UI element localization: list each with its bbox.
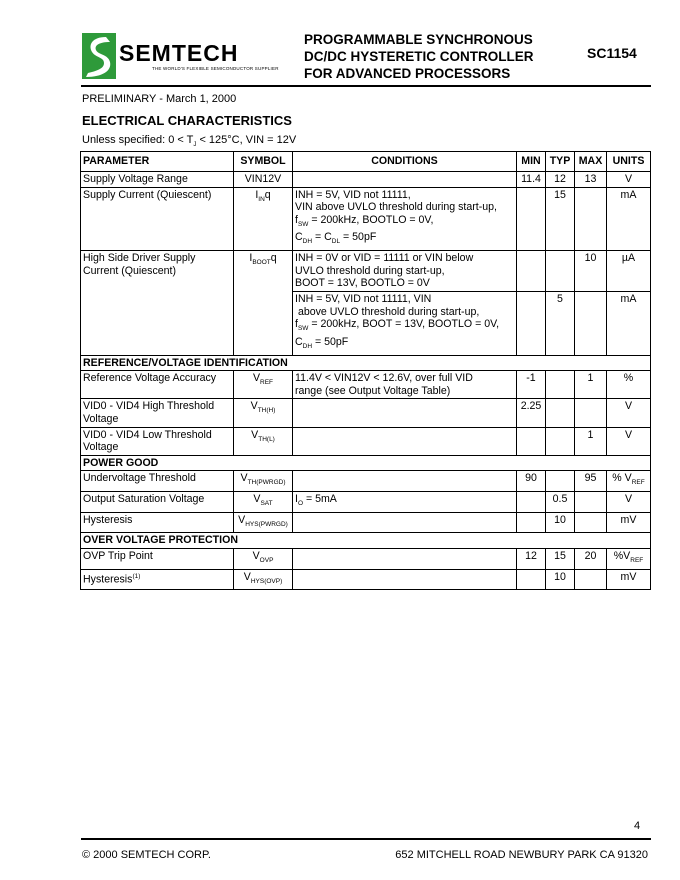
typ-cell: 0.5 — [546, 492, 575, 513]
conditions-cell — [293, 427, 517, 455]
conditions-cell — [293, 251, 517, 292]
page-number: 4 — [634, 820, 641, 832]
table-row — [81, 251, 651, 292]
sym-sub: BOOT — [252, 259, 271, 267]
sym: V — [240, 472, 248, 485]
footer-copyright: © 2000 SEMTECH CORP. — [82, 849, 211, 861]
min-cell: 90 — [517, 471, 546, 492]
typ-cell: 10 — [546, 512, 575, 533]
t: = 50pF — [312, 335, 349, 348]
cond-line — [295, 318, 514, 336]
test-conditions — [82, 134, 296, 148]
u: %V — [613, 550, 631, 563]
document-title — [304, 31, 534, 82]
group-row — [81, 533, 651, 549]
cond-line: INH = 5V, VID not 11111, VIN — [295, 292, 432, 305]
u: % V — [612, 472, 632, 485]
units-cell: mV — [607, 569, 651, 590]
conditions-cell — [293, 187, 517, 251]
table-row — [81, 512, 651, 533]
sym: V — [238, 513, 246, 526]
min-cell: 2.25 — [517, 399, 546, 427]
conditions-cell — [293, 399, 517, 427]
sym-tail: q — [264, 188, 271, 201]
units-cell: mV — [607, 512, 651, 533]
sym-sub: TH(PWRGD) — [247, 479, 286, 487]
conditions-cell — [293, 549, 517, 570]
typ-cell: 5 — [546, 291, 575, 355]
symbol-cell — [234, 251, 293, 355]
conditions-cell — [293, 492, 517, 513]
col-symbol: SYMBOL — [234, 152, 293, 172]
table-row — [81, 187, 651, 251]
units-cell: V — [607, 399, 651, 427]
sym-sub: HYS(PWRGD) — [245, 520, 288, 528]
sym-sub: REF — [260, 379, 274, 387]
max-cell: 95 — [575, 471, 607, 492]
table-row — [81, 492, 651, 513]
u-sub: REF — [631, 479, 645, 487]
min-cell — [517, 187, 546, 251]
sym-sub: IN — [258, 195, 265, 203]
title-line: DC/DC HYSTERETIC CONTROLLER — [304, 49, 534, 64]
max-cell — [575, 569, 607, 590]
max-cell: 20 — [575, 549, 607, 570]
min-cell — [517, 512, 546, 533]
electrical-characteristics-table — [80, 151, 651, 590]
t: C — [295, 231, 303, 244]
max-cell — [575, 512, 607, 533]
typ-cell — [546, 399, 575, 427]
cond-sub: J — [193, 142, 197, 149]
conditions-cell — [293, 512, 517, 533]
cond-line: INH = 5V, VID not 11111, — [295, 188, 411, 201]
t: C — [295, 335, 303, 348]
s: DL — [331, 238, 341, 246]
symbol-cell — [234, 569, 293, 590]
sym: I — [249, 252, 253, 265]
footer-divider — [81, 838, 651, 840]
cond-line: INH = 0V or VID = 11111 or VIN below — [295, 252, 474, 265]
units-cell: V — [607, 492, 651, 513]
units-cell — [607, 549, 651, 570]
units-cell: % — [607, 371, 651, 399]
param-cell: VID0 - VID4 High Threshold Voltage — [81, 399, 234, 427]
sym: V — [253, 493, 261, 506]
param-cell: Undervoltage Threshold — [81, 471, 234, 492]
group-reference-voltage: REFERENCE/VOLTAGE IDENTIFICATION — [81, 355, 651, 371]
group-power-good: POWER GOOD — [81, 455, 651, 471]
group-row — [81, 455, 651, 471]
sym: V — [250, 400, 258, 413]
cond-text: < 125°C, VIN = 12V — [196, 134, 297, 146]
col-conditions: CONDITIONS — [293, 152, 517, 172]
col-max: MAX — [575, 152, 607, 172]
symbol-cell — [234, 399, 293, 427]
conditions-cell — [293, 471, 517, 492]
max-cell — [575, 291, 607, 355]
min-cell — [517, 427, 546, 455]
min-cell: 12 — [517, 549, 546, 570]
col-typ: TYP — [546, 152, 575, 172]
cond-line — [295, 214, 514, 232]
table-row — [81, 569, 651, 590]
table-row — [81, 371, 651, 399]
max-cell — [575, 187, 607, 251]
t: f — [295, 213, 298, 226]
typ-cell — [546, 371, 575, 399]
table-row — [81, 399, 651, 427]
footer-address: 652 MITCHELL ROAD NEWBURY PARK CA 91320 — [395, 849, 648, 861]
t: = 5mA — [303, 493, 337, 506]
table-header-row — [81, 152, 651, 172]
col-units: UNITS — [607, 152, 651, 172]
u-sub: REF — [630, 557, 644, 565]
cond-line: range (see Output Voltage Table) — [295, 384, 451, 397]
typ-cell: 15 — [546, 187, 575, 251]
max-cell: 1 — [575, 427, 607, 455]
s: DH — [302, 238, 313, 246]
max-cell: 1 — [575, 371, 607, 399]
brand-wordmark: SEMTECH — [119, 40, 239, 66]
param-cell: Hysteresis — [81, 512, 234, 533]
symbol-cell — [234, 471, 293, 492]
symbol-cell — [234, 549, 293, 570]
preliminary-date: PRELIMINARY - March 1, 2000 — [82, 93, 237, 105]
table-row — [81, 172, 651, 188]
param-cell: Output Saturation Voltage — [81, 492, 234, 513]
sym: V — [243, 570, 251, 583]
sym-tail: q — [270, 252, 277, 265]
typ-cell — [546, 251, 575, 292]
min-cell — [517, 569, 546, 590]
units-cell: V — [607, 427, 651, 455]
group-row — [81, 355, 651, 371]
cond-line: 11.4V < VIN12V < 12.6V, over full VID — [295, 372, 473, 385]
min-cell — [517, 251, 546, 292]
col-min: MIN — [517, 152, 546, 172]
cond-text: Unless specified: 0 < T — [82, 134, 194, 146]
title-line: PROGRAMMABLE SYNCHRONOUS — [304, 32, 533, 47]
section-title: ELECTRICAL CHARACTERISTICS — [82, 113, 292, 128]
table-row — [81, 471, 651, 492]
cond-line: BOOT = 13V, BOOTLO = 0V — [295, 277, 430, 290]
units-cell: V — [607, 172, 651, 188]
header-divider — [81, 85, 651, 87]
units-cell — [607, 471, 651, 492]
param-cell — [81, 569, 234, 590]
semtech-logo-icon — [82, 33, 116, 79]
brand-tagline: THE WORLD'S FLEXIBLE SEMICONDUCTOR SUPPLIER — [152, 66, 279, 71]
min-cell: 11.4 — [517, 172, 546, 188]
t: = C — [312, 231, 332, 244]
cond-line: VIN above UVLO threshold during start-up, — [295, 201, 497, 214]
cond-line — [295, 231, 514, 249]
max-cell: 10 — [575, 251, 607, 292]
param-cell: Reference Voltage Accuracy — [81, 371, 234, 399]
conditions-cell — [293, 569, 517, 590]
sym-sub: HYS(OVP) — [250, 577, 283, 585]
sym: I — [255, 188, 259, 201]
s: O — [297, 500, 304, 508]
max-cell: 13 — [575, 172, 607, 188]
footnote-ref: (1) — [132, 572, 141, 580]
cond-line — [295, 336, 514, 354]
s: SW — [297, 325, 309, 333]
cond-line: UVLO threshold during start-up, — [295, 264, 445, 277]
s: DH — [302, 342, 313, 350]
sym-sub: SAT — [260, 500, 273, 508]
cond-line: above UVLO threshold during start-up, — [295, 305, 480, 318]
t: = 50pF — [340, 231, 377, 244]
max-cell — [575, 399, 607, 427]
symbol-cell — [234, 371, 293, 399]
min-cell — [517, 291, 546, 355]
typ-cell — [546, 471, 575, 492]
sym: V — [252, 372, 261, 385]
sym-sub: OVP — [259, 557, 274, 565]
t: I — [295, 493, 298, 506]
part-number: SC1154 — [587, 45, 637, 61]
param-cell: High Side Driver Supply Current (Quiescent) — [81, 251, 234, 355]
conditions-cell — [293, 172, 517, 188]
typ-cell: 12 — [546, 172, 575, 188]
min-cell — [517, 492, 546, 513]
symbol-cell: VIN12V — [234, 172, 293, 188]
table-row — [81, 427, 651, 455]
units-cell: mA — [607, 187, 651, 251]
units-cell: µA — [607, 251, 651, 292]
p: Hysteresis — [83, 573, 133, 586]
max-cell — [575, 492, 607, 513]
symbol-cell — [234, 187, 293, 251]
col-parameter: PARAMETER — [81, 152, 234, 172]
t: = 200kHz, BOOTLO = 0V, — [308, 213, 434, 226]
sym-sub: TH(H) — [257, 407, 276, 415]
param-cell: OVP Trip Point — [81, 549, 234, 570]
sym: V — [252, 550, 260, 563]
typ-cell: 15 — [546, 549, 575, 570]
min-cell: -1 — [517, 371, 546, 399]
param-cell: Supply Voltage Range — [81, 172, 234, 188]
typ-cell: 10 — [546, 569, 575, 590]
t: = 200kHz, BOOT = 13V, BOOTLO = 0V, — [308, 318, 500, 331]
typ-cell — [546, 427, 575, 455]
conditions-cell — [293, 291, 517, 355]
t: f — [295, 318, 298, 331]
sym: V — [251, 428, 259, 441]
sym-sub: TH(L) — [258, 435, 275, 443]
param-cell: Supply Current (Quiescent) — [81, 187, 234, 251]
s: SW — [297, 220, 309, 228]
symbol-cell — [234, 492, 293, 513]
conditions-cell — [293, 371, 517, 399]
group-over-voltage: OVER VOLTAGE PROTECTION — [81, 533, 651, 549]
units-cell: mA — [607, 291, 651, 355]
param-cell: VID0 - VID4 Low Threshold Voltage — [81, 427, 234, 455]
title-line: FOR ADVANCED PROCESSORS — [304, 66, 511, 81]
table-row — [81, 549, 651, 570]
symbol-cell — [234, 427, 293, 455]
symbol-cell — [234, 512, 293, 533]
